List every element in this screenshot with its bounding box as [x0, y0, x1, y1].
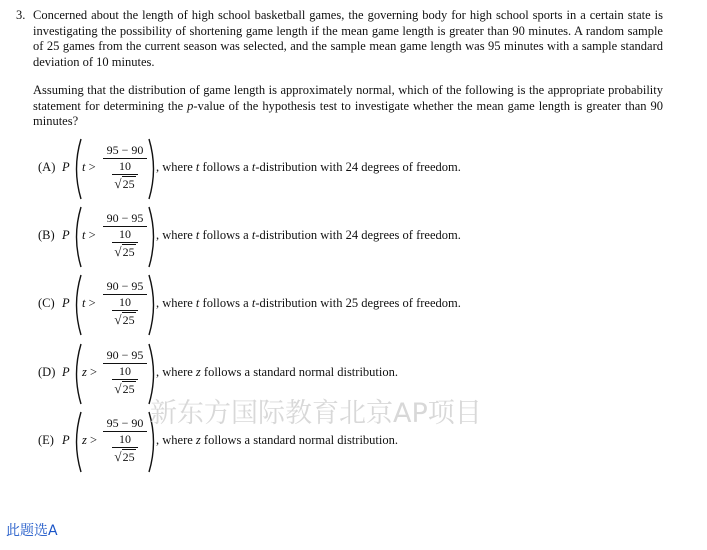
- option-label: (A): [38, 160, 56, 174]
- fraction-denominator-numerator: 10: [112, 159, 138, 175]
- prompt-text-end: -value of the hypothesis test to investigate whether the mean game length is greater than 90 minutes?: [33, 98, 663, 128]
- option-description: , where z follows a standard normal distribution.: [156, 433, 398, 447]
- fraction-denominator-sqrt: √25: [114, 449, 135, 464]
- fraction-denominator-sqrt: √25: [114, 244, 135, 259]
- option-c[interactable]: [38, 272, 638, 338]
- option-description: , where t follows a t-distribution with 25 degrees of freedom.: [156, 296, 461, 310]
- fraction-numerator: 95 − 90: [106, 143, 144, 157]
- option-description: , where z follows a standard normal distribution.: [156, 365, 398, 379]
- question-number: 3.: [16, 8, 26, 22]
- inequality: z >: [82, 365, 98, 379]
- prompt-p-variable: p: [187, 98, 194, 113]
- probability-symbol: P: [62, 365, 70, 379]
- option-label: (E): [38, 433, 54, 447]
- option-label: (C): [38, 296, 55, 310]
- probability-symbol: P: [62, 228, 70, 242]
- probability-symbol: P: [62, 296, 70, 310]
- inequality: t >: [82, 296, 96, 310]
- option-label: (B): [38, 228, 55, 242]
- test-statistic-fraction: [102, 279, 148, 329]
- watermark-text: 新东方国际教育北京AP项目: [150, 398, 482, 429]
- probability-symbol: P: [62, 433, 70, 447]
- fraction-denominator-sqrt: √25: [114, 176, 135, 191]
- prompt-text-start: Assuming that the distribution of game length is approximately normal, which of the following is the appropriate probability statement for determining the: [33, 83, 663, 113]
- fraction-numerator: 90 − 95: [106, 279, 144, 293]
- fraction-numerator: 95 − 90: [106, 416, 144, 430]
- fraction-denominator-numerator: 10: [112, 432, 138, 448]
- test-statistic-fraction: [102, 348, 148, 398]
- fraction-denominator-numerator: 10: [112, 227, 138, 243]
- answer-link[interactable]: 此题选A: [6, 523, 58, 539]
- fraction-numerator: 90 − 95: [106, 348, 144, 362]
- fraction-denominator-sqrt: √25: [114, 381, 135, 396]
- test-statistic-fraction: [102, 416, 148, 466]
- probability-symbol: P: [62, 160, 70, 174]
- inequality: z >: [82, 433, 98, 447]
- question-prompt: [33, 83, 663, 130]
- test-statistic-fraction: [102, 143, 148, 193]
- option-description: , where t follows a t-distribution with 24 degrees of freedom.: [156, 160, 461, 174]
- test-statistic-fraction: [102, 211, 148, 261]
- fraction-denominator-numerator: 10: [112, 295, 138, 311]
- fraction-denominator-numerator: 10: [112, 364, 138, 380]
- question-stem: Concerned about the length of high school basketball games, the governing body for high school sports in a certain state is investigating the possibility of shortening game length if the mean game length is greater than 90 minutes. A random sample of 25 games from the current season was selected, and the sample mean game length was 95 minutes with a sample standard deviation of 10 minutes.: [33, 8, 663, 69]
- inequality: t >: [82, 160, 96, 174]
- option-label: (D): [38, 365, 56, 379]
- inequality: t >: [82, 228, 96, 242]
- fraction-numerator: 90 − 95: [106, 211, 144, 225]
- fraction-denominator-sqrt: √25: [114, 312, 135, 327]
- option-b[interactable]: [38, 204, 638, 270]
- option-a[interactable]: [38, 136, 638, 202]
- option-description: , where t follows a t-distribution with 24 degrees of freedom.: [156, 228, 461, 242]
